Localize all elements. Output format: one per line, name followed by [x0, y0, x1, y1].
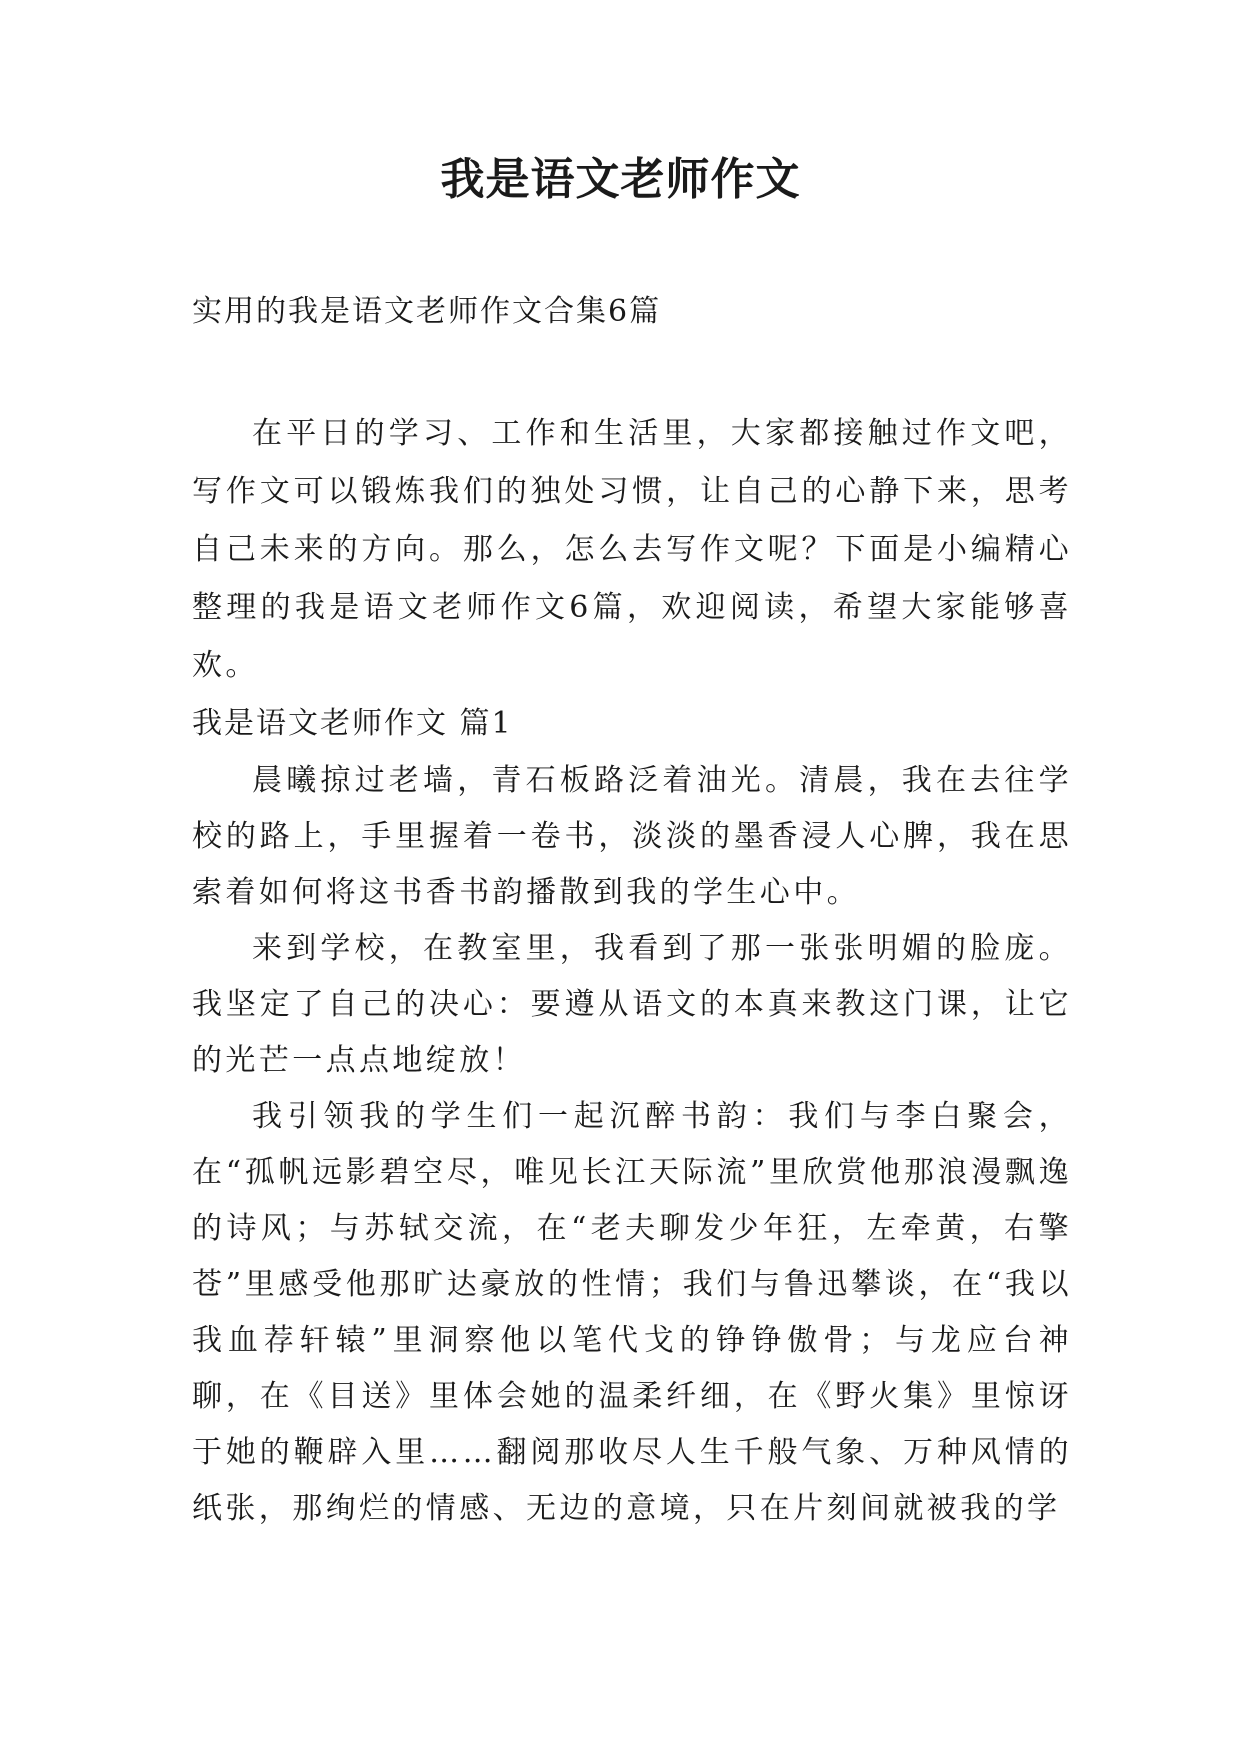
document-title: 我是语文老师作文 [440, 154, 801, 205]
section-heading: 我是语文老师作文 篇1 [192, 706, 513, 741]
document-subtitle: 实用的我是语文老师作文合集6篇 [192, 294, 662, 329]
body-paragraph: 晨曦掠过老墙，青石板路泛着油光。清晨，我在去往学校的路上，手里握着一卷书，淡淡的墨香浸人心脾，我在思索着如何将这书香书韵播散到我的学生心中。 [192, 763, 1072, 910]
body-paragraph: 来到学校，在教室里，我看到了那一张张明媚的脸庞。我坚定了自己的决心：要遵从语文的本真来教这门课，让它的光芒一点点地绽放！ [192, 931, 1072, 1078]
document-body [192, 405, 1072, 1537]
intro-paragraph: 在平日的学习、工作和生活里，大家都接触过作文吧，写作文可以锻炼我们的独处习惯，让自己的心静下来，思考自己未来的方向。那么，怎么去写作文呢？下面是小编精心整理的我是语文老师作文6篇，欢迎阅读，希望大家能够喜欢。 [192, 416, 1072, 683]
body-paragraph: 我引领我的学生们一起沉醉书韵：我们与李白聚会，在“孤帆远影碧空尽，唯见长江天际流”里欣赏他那浪漫飘逸的诗风；与苏轼交流，在“老夫聊发少年狂，左牵黄，右擎苍”里感受他那旷达豪放的性情；我们与鲁迅攀谈，在“我以我血荐轩辕”里洞察他以笔代戈的铮铮傲骨；与龙应台神聊，在《目送》里体会她的温柔纤细，在《野火集》里惊讶于她的鞭辟入里……翻阅那收尽人生千般气象、万种风情的纸张，那绚烂的情感、无边的意境，只在片刻间就被我的学 [192, 1099, 1072, 1526]
